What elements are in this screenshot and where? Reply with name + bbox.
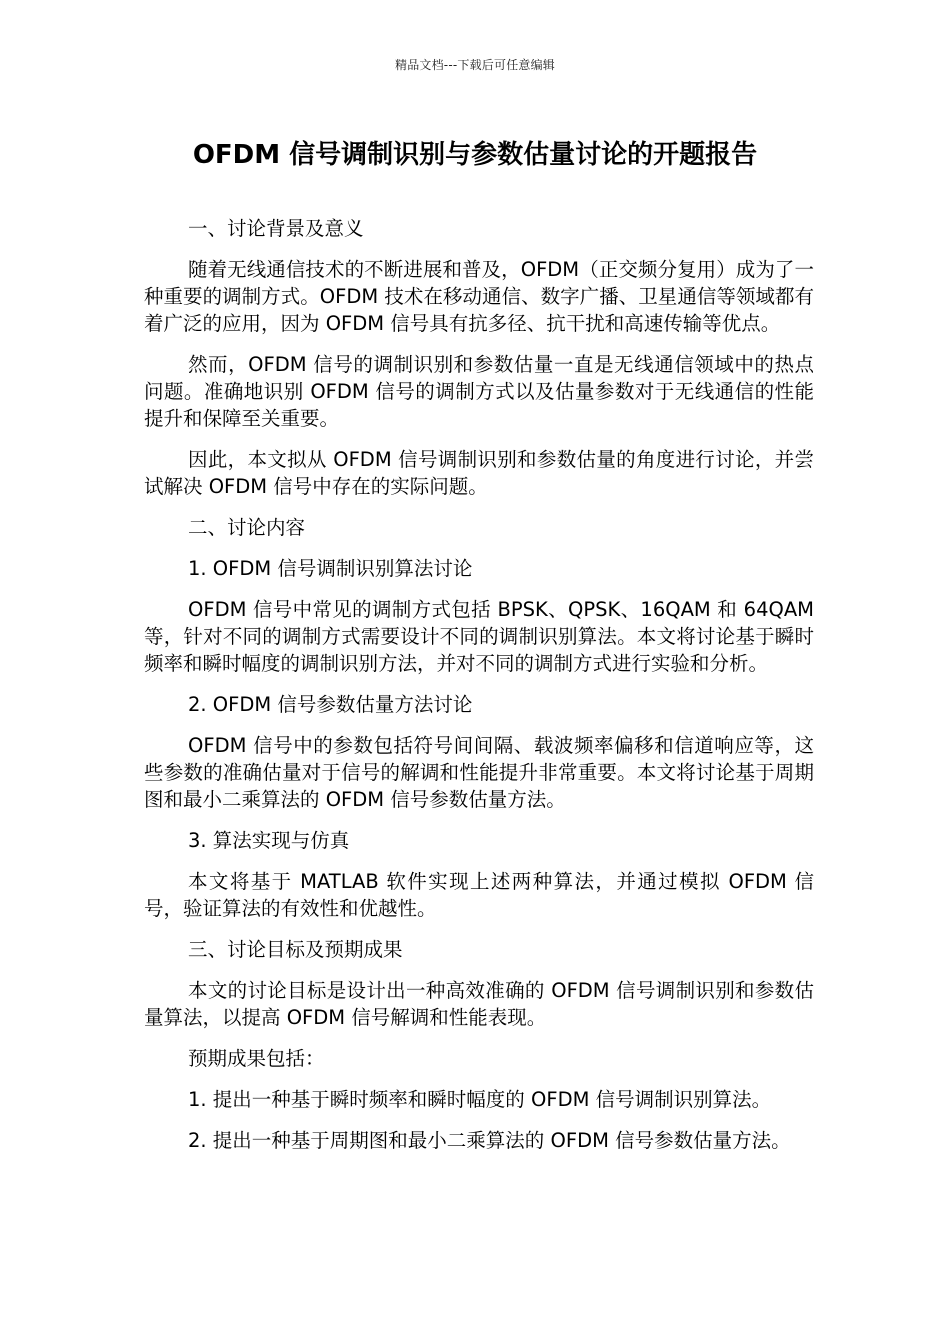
subheading-implementation-simulation: 3. 算法实现与仿真 — [188, 829, 350, 852]
subheading-parameter-estimation: 2. OFDM 信号参数估量方法讨论 — [188, 693, 473, 716]
paragraph-parameter-estimation: OFDM 信号中的参数包括符号间间隔、载波频率偏移和信道响应等，这些参数的准确估量对于信号的解调和性能提升非常重要。本文将讨论基于周期图和最小二乘算法的 OFDM 信号参数估量方法。 — [144, 734, 814, 811]
expected-result-item-1: 1. 提出一种基于瞬时频率和瞬时幅度的 OFDM 信号调制识别算法。 — [188, 1088, 772, 1111]
paragraph-implementation-simulation: 本文将基于 MATLAB 软件实现上述两种算法，并通过模拟 OFDM 信号，验证算法的有效性和优越性。 — [144, 870, 814, 920]
paragraph-modulation-recognition: OFDM 信号中常见的调制方式包括 BPSK、QPSK、16QAM 和 64QAM 等，针对不同的调制方式需要设计不同的调制识别算法。本文将讨论基于瞬时频率和瞬时幅度的调制识别方法，并对不同的调制方式进行实验和分析。 — [144, 598, 814, 675]
section-heading-content: 二、讨论内容 — [188, 516, 306, 539]
paragraph-background-1: 随着无线通信技术的不断进展和普及，OFDM（正交频分复用）成为了一种重要的调制方式。OFDM 技术在移动通信、数字广播、卫星通信等领域都有着广泛的应用，因为 OFDM 信号具有抗多径、抗干扰和高速传输等优点。 — [144, 258, 814, 335]
section-heading-goals: 三、讨论目标及预期成果 — [188, 938, 403, 961]
paragraph-background-3: 因此，本文拟从 OFDM 信号调制识别和参数估量的角度进行讨论，并尝试解决 OFDM 信号中存在的实际问题。 — [144, 448, 814, 498]
page-header-watermark: 精品文档---下载后可任意编辑 — [395, 58, 555, 72]
document-title: OFDM 信号调制识别与参数估量讨论的开题报告 — [192, 140, 758, 170]
subheading-modulation-recognition: 1. OFDM 信号调制识别算法讨论 — [188, 557, 473, 580]
document-body — [144, 215, 814, 1168]
paragraph-background-2: 然而，OFDM 信号的调制识别和参数估量一直是无线通信领域中的热点问题。准确地识别 OFDM 信号的调制方式以及估量参数对于无线通信的性能提升和保障至关重要。 — [144, 353, 814, 430]
section-heading-background: 一、讨论背景及意义 — [188, 217, 364, 240]
paragraph-goals: 本文的讨论目标是设计出一种高效准确的 OFDM 信号调制识别和参数估量算法，以提高 OFDM 信号解调和性能表现。 — [144, 979, 814, 1029]
expected-result-item-2: 2. 提出一种基于周期图和最小二乘算法的 OFDM 信号参数估量方法。 — [188, 1129, 791, 1152]
expected-results-label: 预期成果包括： — [188, 1047, 325, 1070]
